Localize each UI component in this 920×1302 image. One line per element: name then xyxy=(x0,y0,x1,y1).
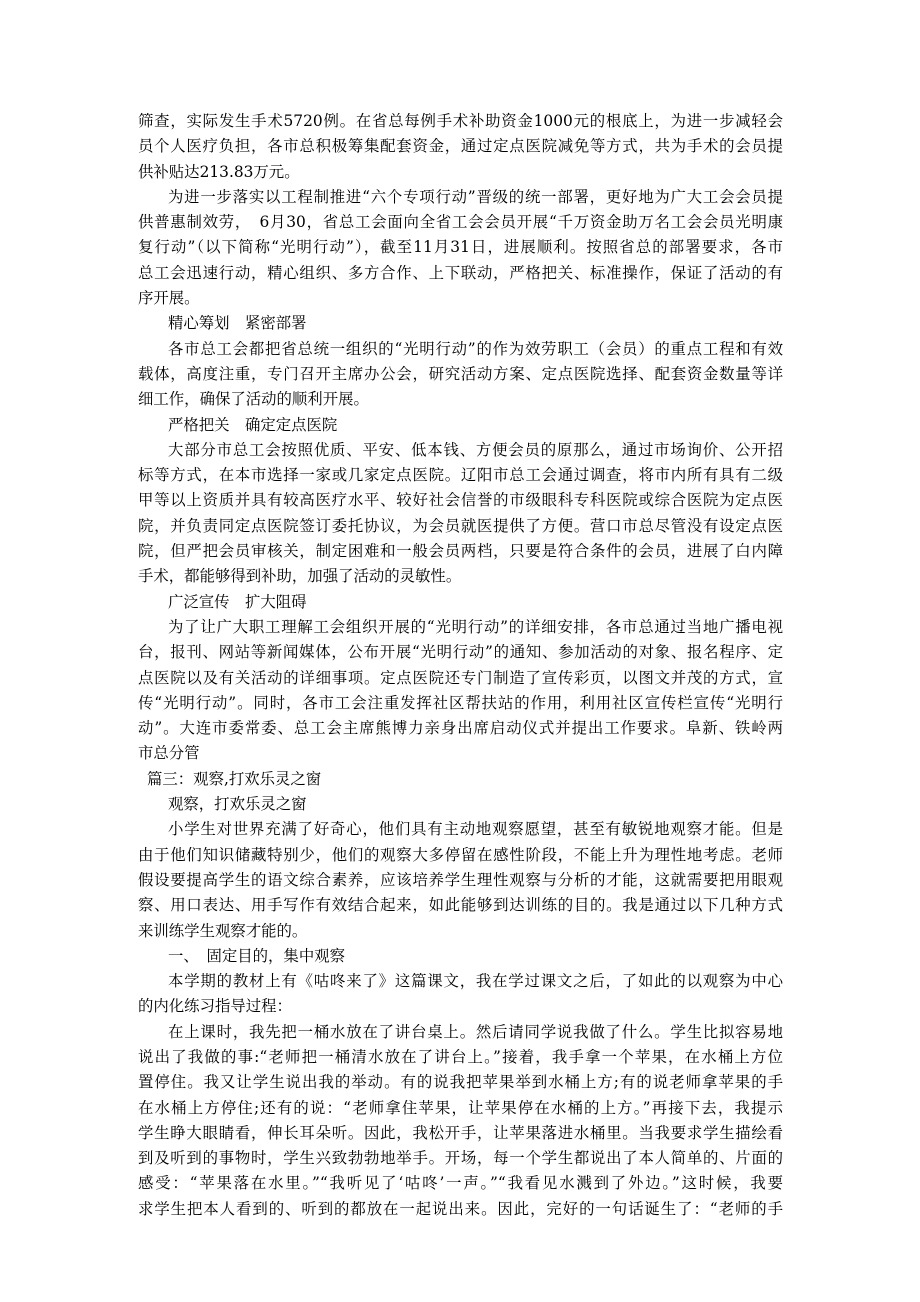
text-line: 察、用口表达、用手写作有效结合起来，如此能够到达训练的目的。我是通过以下几种方式 xyxy=(138,896,783,915)
text-line: 载体，高度注重，专门召开主席办公会，研究活动方案、定点医院选择、配套资金数量等详 xyxy=(138,364,783,383)
text-line: 置停住。我又让学生说出我的举动。有的说我把苹果举到水桶上方;有的说老师拿苹果的手 xyxy=(138,1073,783,1092)
text-line: 手术，都能够得到补助，加强了活动的灵敏性。 xyxy=(138,567,462,586)
text-line: 大部分市总工会按照优质、平安、低本钱、方便会员的原那么，通过市场询价、公开招 xyxy=(168,440,783,459)
text-line: 甲等以上资质并具有较高医疗水平、较好社会信誉的市级眼科专科医院或综合医院为定点医 xyxy=(138,491,783,510)
text-line: 序开展。 xyxy=(138,289,200,308)
text-line: 求学生把本人看到的、听到的都放在一起说出来。因此，完好的一句话诞生了：“老师的手 xyxy=(138,1199,783,1218)
text-line: 说出了我做的事:“老师把一桶清水放在了讲台上。”接着，我手拿一个苹果，在水桶上方位 xyxy=(138,1047,783,1066)
text-line: 员个人医疗负担，各市总积极筹集配套资金，通过定点医院减免等方式，共为手术的会员提 xyxy=(138,137,783,156)
text-line: 总工会迅速行动，精心组织、多方合作、上下联动，严格把关、标准操作，保证了活动的有 xyxy=(138,263,783,282)
text-line: 各市总工会都把省总统一组织的“光明行动”的作为效劳职工（会员）的重点工程和有效 xyxy=(168,339,783,358)
text-line: 严格把关 确定定点医院 xyxy=(168,415,338,434)
text-line: 在上课时，我先把一桶水放在了讲台桌上。然后请同学说我做了什么。学生比拟容易地 xyxy=(168,1022,783,1041)
text-line: 院，并负责同定点医院签订委托协议，为会员就医提供了方便。营口市总尽管没有设定点医 xyxy=(138,516,783,535)
text-line: 感受：“苹果落在水里。”“我听见了‘咕咚’一声。”“我看见水溅到了外边。”这时候，我要 xyxy=(138,1174,783,1193)
text-line: 传“光明行动”。同时，各市工会注重发挥社区帮扶站的作用，利用社区宣传栏宣传“光明行 xyxy=(138,693,783,712)
text-line: 篇三：观察,打欢乐灵之窗 xyxy=(147,769,322,788)
text-line: 广泛宣传 扩大阻碍 xyxy=(168,592,307,611)
text-line: 为进一步落实以工程制推进“六个专项行动”晋级的统一部署，更好地为广大工会会员提 xyxy=(168,187,783,206)
text-line: 供普惠制效劳， 6月30，省总工会面向全省工会会员开展“千万资金助万名工会会员光明康 xyxy=(138,213,783,232)
text-line: 点医院以及有关活动的详细事项。定点医院还专门制造了宣传彩页，以图文并茂的方式，宣 xyxy=(138,668,783,687)
text-line: 到及听到的事物时，学生兴致勃勃地举手。开场，每一个学生都说出了本人简单的、片面的 xyxy=(138,1149,783,1168)
text-line: 细工作，确保了活动的顺利开展。 xyxy=(138,390,369,409)
text-line: 台，报刊、网站等新闻媒体，公布开展“光明行动”的通知、参加活动的对象、报名程序、定 xyxy=(138,643,783,662)
text-line: 一、 固定目的，集中观察 xyxy=(168,946,345,965)
text-line: 假设要提高学生的语文综合素养，应该培养学生理性观察与分析的才能，这就需要把用眼观 xyxy=(138,870,783,889)
text-line: 观察，打欢乐灵之窗 xyxy=(168,795,307,814)
text-line: 由于他们知识储藏特别少，他们的观察大多停留在感性阶段，不能上升为理性地考虑。老师 xyxy=(138,845,783,864)
text-line: 的内化练习指导过程： xyxy=(138,997,292,1016)
text-line: 标等方式，在本市选择一家或几家定点医院。辽阳市总工会通过调查，将市内所有具有二级 xyxy=(138,466,783,485)
text-line: 学生睁大眼睛看，伸长耳朵听。因此，我松开手，让苹果落进水桶里。当我要求学生描绘看 xyxy=(138,1123,783,1142)
text-line: 市总分管 xyxy=(138,744,200,763)
text-line: 本学期的教材上有《咕咚来了》这篇课文，我在学过课文之后，了如此的以观察为中心 xyxy=(168,972,783,991)
text-line: 为了让广大职工理解工会组织开展的“光明行动”的详细安排，各市总通过当地广播电视 xyxy=(168,617,783,636)
text-line: 小学生对世界充满了好奇心，他们具有主动地观察愿望，甚至有敏锐地观察才能。但是 xyxy=(168,820,783,839)
text-line: 院，但严把会员审核关，制定困难和一般会员两档，只要是符合条件的会员，进展了白内障 xyxy=(138,542,783,561)
text-line: 复行动”（以下简称“光明行动”），截至11月31日，进展顺利。按照省总的部署要求，各市 xyxy=(138,238,783,257)
text-line: 精心筹划 紧密部署 xyxy=(168,314,307,333)
text-line: 在水桶上方停住;还有的说：“老师拿住苹果，让苹果停在水桶的上方。”再接下去，我提示 xyxy=(138,1098,783,1117)
text-line: 供补贴达213.83万元。 xyxy=(138,162,300,181)
text-line: 筛查，实际发生手术5720例。在省总每例手术补助资金1000元的根底上，为进一步减轻会 xyxy=(138,112,783,130)
text-line: 动”。大连市委常委、总工会主席熊博力亲身出席启动仪式并提出工作要求。阜新、铁岭两 xyxy=(138,719,783,738)
text-line: 来训练学生观察才能的。 xyxy=(138,921,308,940)
